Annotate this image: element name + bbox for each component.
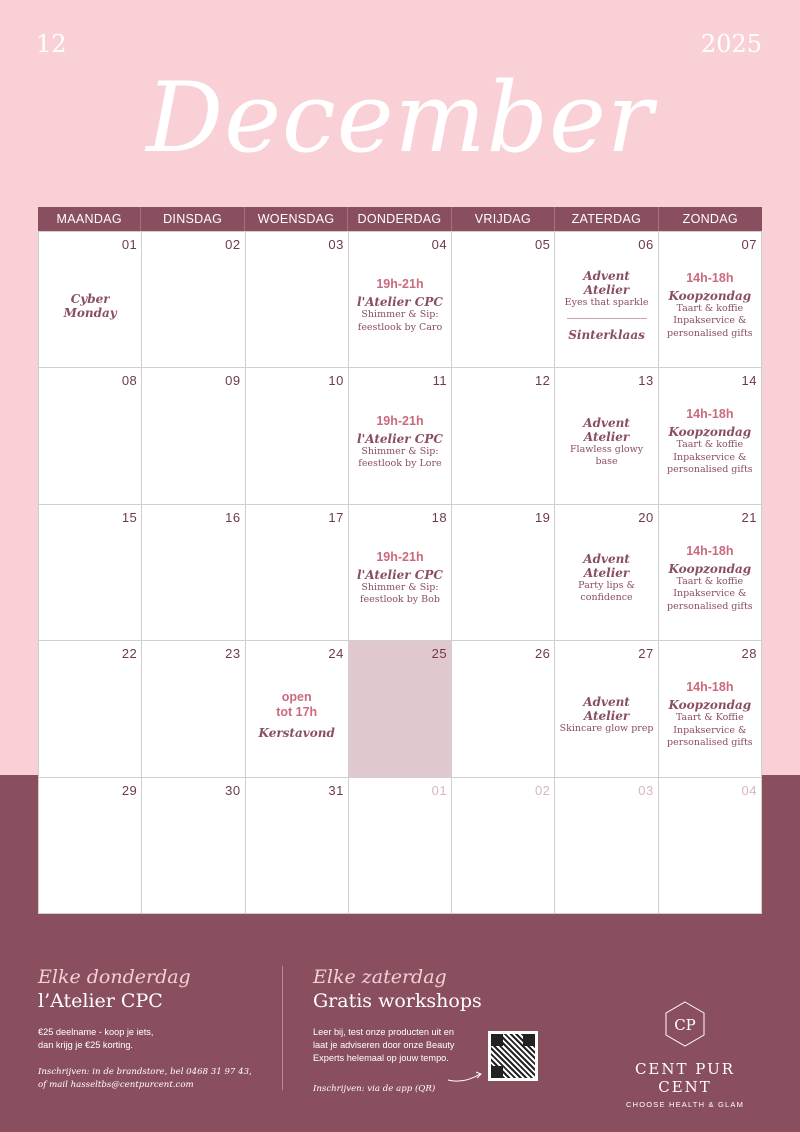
event-description: Taart & koffie: [676, 575, 744, 587]
day-cell[interactable]: [246, 778, 349, 914]
saturday-details: [313, 1026, 485, 1065]
day-cell[interactable]: [349, 232, 452, 368]
brand-monogram-icon: [663, 1000, 707, 1048]
day-number: 10: [328, 373, 344, 389]
day-number: 29: [121, 782, 138, 798]
day-cell[interactable]: [39, 641, 142, 777]
day-cell[interactable]: [659, 232, 762, 368]
weekday-label: ZATERDAG: [555, 207, 658, 231]
day-number: 12: [534, 373, 551, 389]
day-cell[interactable]: [349, 368, 452, 504]
day-cell[interactable]: [452, 368, 555, 504]
day-number: 05: [534, 237, 551, 252]
event-title: l'Atelier CPC: [357, 431, 443, 446]
event-separator: [567, 318, 647, 319]
qr-pattern: [491, 1034, 535, 1078]
thursday-signup: [38, 1066, 273, 1092]
day-events: [659, 232, 761, 367]
day-events: [659, 505, 761, 640]
day-events: [555, 368, 657, 503]
month-title: December: [146, 62, 654, 174]
event-description: feestlook by Bob: [360, 594, 440, 606]
day-cell[interactable]: [39, 505, 142, 641]
day-cell[interactable]: [142, 368, 245, 504]
day-number: 27: [638, 646, 654, 662]
day-number: 13: [638, 373, 654, 389]
saturday-title: Gratis workshops: [313, 990, 482, 1012]
brand-monogram: CP: [674, 1016, 696, 1034]
thursday-signup-line: Inschrijven: in de brandstore, bel 0468 31 97 43,: [38, 1067, 252, 1077]
event-open-hours: open: [281, 689, 312, 704]
event-description: personalised gifts: [667, 327, 753, 339]
weekday-label: WOENSDAG: [245, 207, 348, 231]
weekday-label: ZONDAG: [682, 212, 738, 226]
day-number: 22: [121, 646, 138, 662]
day-cell[interactable]: [246, 368, 349, 504]
day-number: 24: [328, 646, 344, 662]
weekday-label: VRIJDAG: [452, 207, 555, 231]
day-number: 23: [225, 646, 241, 662]
day-events: [555, 505, 657, 640]
event-title: Advent Atelier: [583, 551, 630, 580]
event-title: l'Atelier CPC: [357, 295, 443, 310]
event-title: Koopzondag: [668, 425, 752, 440]
day-events: [659, 641, 761, 776]
thursday-detail-line: €25 deelname - koop je iets,: [38, 1027, 154, 1037]
event-description: Shimmer & Sip:: [361, 309, 439, 321]
event-description: feestlook by Lore: [358, 458, 442, 470]
event-description: Eyes that sparkle: [564, 296, 649, 308]
day-cell[interactable]: [659, 641, 762, 777]
event-time: 19h-21h: [376, 413, 424, 428]
saturday-detail-line: Experts helemaal op jouw tempo.: [313, 1053, 449, 1063]
day-cell[interactable]: [246, 641, 349, 777]
calendar-grid: [38, 231, 762, 914]
day-events: [349, 232, 451, 367]
event-time: 14h-18h: [686, 543, 734, 558]
day-cell[interactable]: [452, 232, 555, 368]
weekday-label: DONDERDAG: [348, 207, 451, 231]
event-description: Inpakservice &: [673, 588, 747, 600]
day-number: 17: [328, 509, 344, 525]
thursday-title: l’Atelier CPC: [38, 990, 163, 1012]
day-cell[interactable]: [659, 505, 762, 641]
day-number: 03: [328, 237, 344, 252]
event-title: Koopzondag: [668, 561, 752, 576]
event-description: base: [595, 456, 618, 468]
event-description: Inpakservice &: [673, 724, 747, 736]
brand-tagline: CHOOSE HEALTH & GLAM: [625, 1100, 745, 1109]
brand-name: CENT PUR CENT: [634, 1060, 736, 1096]
event-description: personalised gifts: [667, 464, 753, 476]
event-title: Sinterklaas: [568, 328, 645, 343]
day-number: 07: [741, 237, 757, 252]
event-open-hours: tot 17h: [276, 704, 318, 719]
day-cell[interactable]: [246, 505, 349, 641]
event-time: 19h-21h: [376, 277, 424, 292]
event-description: Taart & Koffie: [675, 712, 744, 724]
event-description: Party lips &: [578, 579, 635, 591]
day-events: [39, 232, 141, 367]
day-cell[interactable]: [555, 368, 658, 504]
day-number: 18: [431, 509, 448, 525]
thursday-detail-line: dan krijg je €25 korting.: [38, 1040, 133, 1050]
weekday-label: MAANDAG: [38, 207, 141, 231]
saturday-detail-line: laat je adviseren door onze Beauty: [313, 1040, 455, 1050]
event-description: confidence: [580, 592, 633, 604]
month-number: 12: [36, 30, 67, 58]
day-cell[interactable]: [39, 232, 142, 368]
day-cell[interactable]: [246, 232, 349, 368]
day-number: 28: [741, 646, 757, 662]
day-number: 20: [638, 509, 654, 525]
day-cell[interactable]: [142, 505, 245, 641]
day-number: 02: [534, 782, 551, 798]
event-description: Inpakservice &: [673, 451, 747, 463]
day-events: [349, 368, 451, 503]
weekday-label: DINSDAG: [141, 207, 244, 231]
event-description: Shimmer & Sip:: [361, 581, 439, 593]
event-title: Advent Atelier: [583, 415, 630, 444]
event-description: feestlook by Caro: [357, 321, 443, 333]
day-number: 04: [741, 782, 757, 798]
event-title: Monday: [63, 305, 117, 320]
arrow-icon: [446, 1068, 486, 1084]
day-cell[interactable]: [555, 232, 658, 368]
event-description: Inpakservice &: [673, 315, 747, 327]
day-number: 26: [534, 646, 551, 662]
event-description: Skincare glow prep: [559, 722, 654, 734]
day-number: 25: [431, 646, 448, 662]
footer-divider: [282, 966, 283, 1090]
event-title: Koopzondag: [668, 698, 752, 713]
thursday-info: [38, 964, 273, 1092]
saturday-signup: Inschrijven: via de app (QR): [313, 1084, 436, 1094]
day-events: [555, 641, 657, 776]
day-number: 01: [431, 782, 448, 798]
event-title: l'Atelier CPC: [357, 567, 443, 582]
day-number: 30: [225, 782, 241, 798]
day-cell[interactable]: [555, 641, 658, 777]
day-cell[interactable]: [142, 641, 245, 777]
day-events: [555, 232, 657, 367]
day-cell[interactable]: [452, 778, 555, 914]
day-number: 19: [534, 509, 551, 525]
day-cell[interactable]: [39, 368, 142, 504]
event-title: Cyber: [70, 291, 110, 306]
day-events: [246, 641, 348, 776]
event-time: 14h-18h: [686, 680, 734, 695]
event-time: 19h-21h: [376, 549, 424, 564]
day-number: 14: [741, 373, 757, 389]
day-number: 04: [431, 237, 448, 252]
event-description: Shimmer & Sip:: [361, 445, 439, 457]
calendar: [38, 207, 762, 914]
day-number: 01: [121, 237, 138, 252]
event-description: personalised gifts: [667, 600, 753, 612]
day-number: 09: [225, 373, 241, 389]
event-description: Flawless glowy: [569, 443, 644, 455]
day-number: 02: [225, 237, 241, 252]
brand-logo: [605, 1000, 765, 1109]
day-cell[interactable]: [452, 641, 555, 777]
saturday-heading: Elke zaterdag: [313, 966, 447, 988]
year: 2025: [700, 30, 762, 58]
day-cell[interactable]: [39, 778, 142, 914]
event-time: 14h-18h: [686, 270, 734, 285]
event-title: Kerstavond: [258, 725, 335, 740]
thursday-heading: Elke donderdag: [38, 966, 191, 988]
day-cell[interactable]: [555, 505, 658, 641]
day-events: [659, 368, 761, 503]
day-cell[interactable]: [659, 368, 762, 504]
day-number: 21: [741, 509, 757, 525]
day-cell[interactable]: [452, 505, 555, 641]
day-number: 06: [638, 237, 654, 252]
event-description: Taart & koffie: [676, 302, 744, 314]
day-cell[interactable]: [555, 778, 658, 914]
day-number: 15: [121, 509, 138, 525]
event-time: 14h-18h: [686, 407, 734, 422]
event-title: Koopzondag: [668, 288, 752, 303]
event-title: Advent Atelier: [583, 268, 630, 297]
thursday-signup-line: of mail hasseltbs@centpurcent.com: [38, 1080, 194, 1090]
day-cell[interactable]: [349, 778, 452, 914]
day-cell[interactable]: [142, 232, 245, 368]
day-number: 03: [638, 782, 654, 798]
day-cell[interactable]: [659, 778, 762, 914]
day-cell[interactable]: [349, 641, 452, 777]
event-description: Taart & koffie: [676, 439, 744, 451]
day-cell[interactable]: [349, 505, 452, 641]
day-cell[interactable]: [142, 778, 245, 914]
thursday-details: [38, 1026, 273, 1052]
day-number: 31: [328, 782, 344, 798]
day-events: [349, 505, 451, 640]
day-number: 11: [432, 373, 448, 389]
saturday-detail-line: Leer bij, test onze producten uit en: [313, 1027, 454, 1037]
event-description: personalised gifts: [667, 737, 753, 749]
weekday-header: [38, 207, 762, 231]
qr-code[interactable]: [488, 1031, 538, 1081]
day-number: 08: [121, 373, 138, 389]
event-title: Advent Atelier: [583, 694, 630, 723]
day-number: 16: [225, 509, 241, 525]
